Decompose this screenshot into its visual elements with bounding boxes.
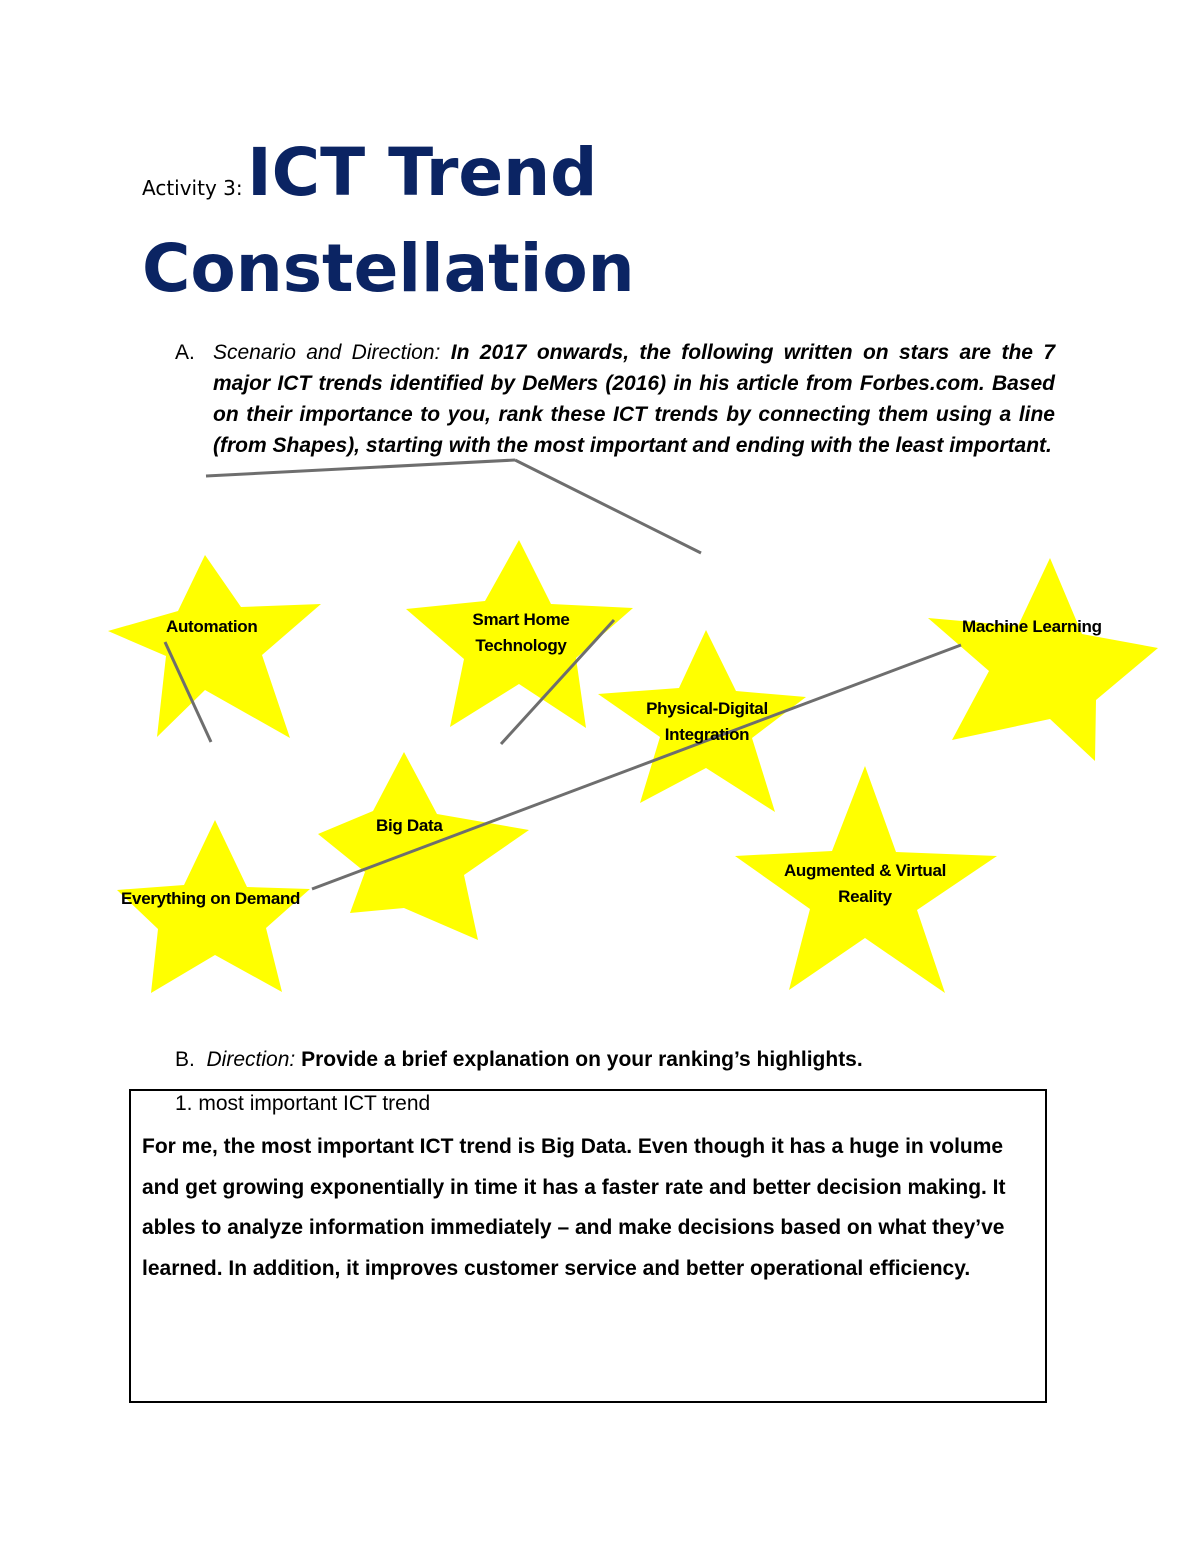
section-b-marker: B. xyxy=(175,1048,195,1071)
star-label-everything-on-demand: Everything on Demand xyxy=(121,889,301,908)
section-a-text: In 2017 onwards, the following written on stars are the 7 major ICT trends identified by DeMers (2016) in his article from Forbes.com. Based on their importance to you, rank these ICT trends by connecting them using a line (from Shapes), starting with the most important and ending with the least important. xyxy=(213,341,1055,457)
star-machine-learning[interactable] xyxy=(928,558,1158,761)
star-label-smart-home-line1: Smart Home xyxy=(472,610,570,629)
star-label-big-data: Big Data xyxy=(376,816,443,835)
title-constellation: Constellation xyxy=(142,230,635,307)
section-a-marker: A. xyxy=(175,341,195,364)
star-label-augmented-virtual xyxy=(765,858,965,910)
activity-label: Activity 3: xyxy=(142,176,243,200)
star-label-machine-learning: Machine Learning xyxy=(962,617,1102,636)
section-b-text: Provide a brief explanation on your ranking’s highlights. xyxy=(301,1048,863,1071)
star-label-physical-digital-line1: Physical-Digital xyxy=(646,699,768,718)
star-label-augmented-line2: Reality xyxy=(838,887,892,906)
section-b xyxy=(175,1048,863,1072)
star-label-automation: Automation xyxy=(166,617,258,636)
star-label-physical-digital xyxy=(631,696,783,748)
connector-line[interactable] xyxy=(206,460,515,476)
answer-heading: 1. most important ICT trend xyxy=(175,1092,431,1115)
star-label-physical-digital-line2: Integration xyxy=(664,725,750,744)
section-b-lead: Direction: xyxy=(206,1048,296,1071)
star-label-smart-home-line2: Technology xyxy=(475,636,567,655)
answer-text[interactable]: For me, the most important ICT trend is Big Data. Even though it has a huge in volume and get growing exponentially in time it has a faster rate and better decision making. It ables to analyze information immediately – and make decisions based on what they’ve learned. In addition, it improves customer service and better operational efficiency. xyxy=(142,1135,1006,1280)
section-a-lead: Scenario and Direction: xyxy=(213,341,441,364)
star-label-smart-home xyxy=(455,607,587,659)
title-ict-trend: ICT Trend xyxy=(247,134,598,211)
star-automation[interactable] xyxy=(108,555,321,738)
star-label-augmented-line1: Augmented & Virtual xyxy=(783,861,947,880)
connector-line[interactable] xyxy=(515,460,701,553)
